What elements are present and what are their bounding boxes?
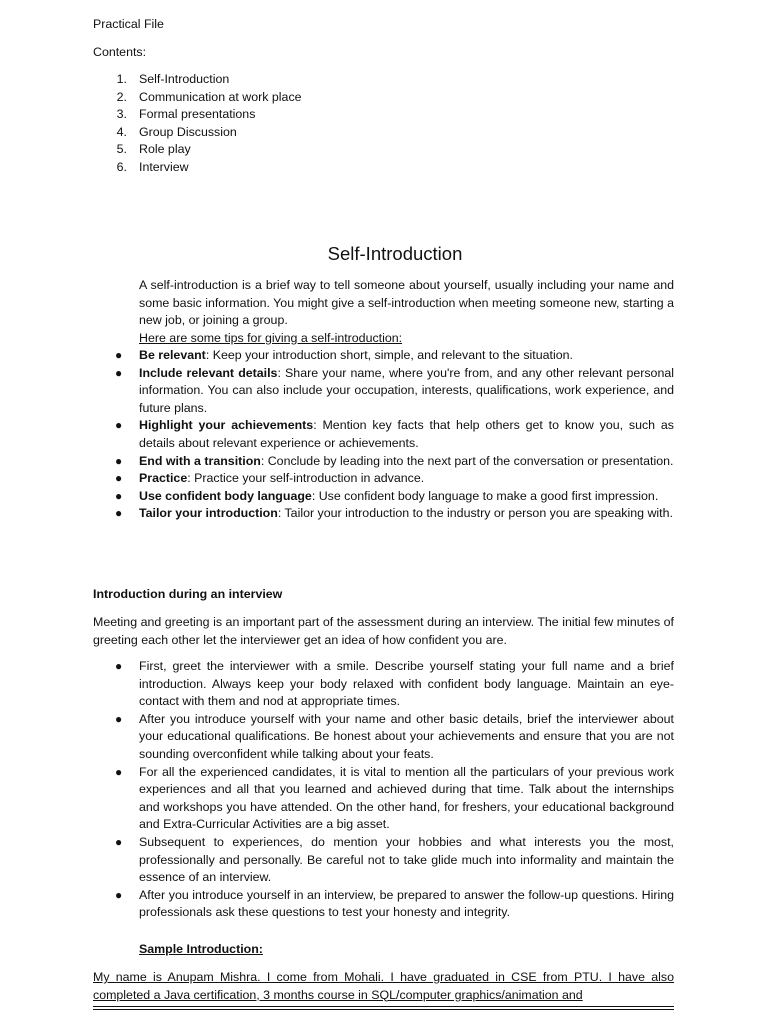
bullet-icon: ●: [115, 887, 123, 902]
tips-heading: Here are some tips for giving a self-introduction:: [139, 331, 403, 345]
list-item: ● Use confident body language: Use confident body language to make a good first impression.: [93, 488, 674, 506]
intro-paragraph: A self-introduction is a brief way to tell someone about yourself, usually including your name and some basic information. You might give a self-introduction when meeting someone new, starting a new job, or joining a group.: [139, 278, 674, 328]
bullet-icon: ●: [115, 506, 123, 521]
interview-points-list: [93, 658, 674, 922]
document-title: Practical File: [93, 17, 164, 31]
bullet-icon: ●: [115, 659, 123, 673]
page-rule: [93, 1006, 674, 1007]
bullet-icon: ●: [115, 834, 123, 849]
list-item: ● For all the experienced candidates, it is vital to mention all the particulars of your previous work experiences and all that you learned and achieved during that time. Talk about the internships and workshops you have attended. On the other hand, for freshers, your educational background and Extra-Curricular Activities are a big asset.: [115, 764, 674, 832]
list-item: ● Include relevant details: Share your name, where you're from, and any other relevant personal information. You can also include your occupation, interests, qualifications, work experience, and future plans.: [115, 365, 674, 415]
bullet-icon: ●: [115, 453, 123, 468]
bullet-icon: ●: [115, 365, 123, 380]
contents-label: Contents:: [93, 45, 147, 59]
bullet-icon: ●: [115, 418, 123, 433]
list-item: ● Highlight your achievements: Mention key facts that help others get to know you, such as details about relevant experience or achievements.: [115, 418, 674, 450]
list-item: ● After you introduce yourself in an interview, be prepared to answer the follow-up questions. Hiring professionals ask these questions to test your honesty and integrity.: [115, 887, 674, 920]
list-item: ● Be relevant: Keep your introduction short, simple, and relevant to the situation.: [93, 347, 674, 365]
interview-paragraph: Meeting and greeting is an important part of the assessment during an interview. The initial few minutes of greeting each other let the interviewer get an idea of how confident you are.: [93, 615, 674, 647]
bullet-icon: ●: [115, 711, 123, 726]
page-rule: [93, 1009, 674, 1010]
list-item: ● Practice: Practice your self-introduction in advance.: [93, 470, 674, 488]
list-item: ● After you introduce yourself with your name and other basic details, brief the interviewer about your educational qualifications. Be honest about your achievements and ensure that you are not sounding overconfident while talking about your feats.: [115, 711, 674, 761]
bullet-icon: ●: [115, 488, 123, 503]
list-item: ● First, greet the interviewer with a smile. Describe yourself stating your full name and a brief introduction. Always keep your body relaxed with confident body language. Maintain an eye-contact with them and nod at appropriate times.: [115, 659, 674, 709]
tips-list: [93, 347, 674, 523]
interview-heading: Introduction during an interview: [93, 587, 283, 601]
list-item: ● Subsequent to experiences, do mention your hobbies and what interests you the most, professionally and personally. Be careful not to take glide much into informality and maintain the essence of an interview.: [115, 834, 674, 885]
bullet-icon: ●: [115, 764, 123, 779]
sample-paragraph: My name is Anupam Mishra. I come from Mohali. I have graduated in CSE from PTU. I have also completed a Java certification, 3 months course in SQL/computer graphics/animation and: [93, 970, 674, 1002]
bullet-icon: ●: [115, 471, 123, 486]
bullet-icon: ●: [115, 348, 123, 362]
section-heading: Self-Introduction: [327, 243, 463, 264]
sample-heading: Sample Introduction:: [139, 942, 263, 956]
list-item: ● Tailor your introduction: Tailor your introduction to the industry or person you are speaking with.: [93, 505, 674, 523]
list-item: ● End with a transition: Conclude by leading into the next part of the conversation or presentation.: [93, 453, 674, 471]
